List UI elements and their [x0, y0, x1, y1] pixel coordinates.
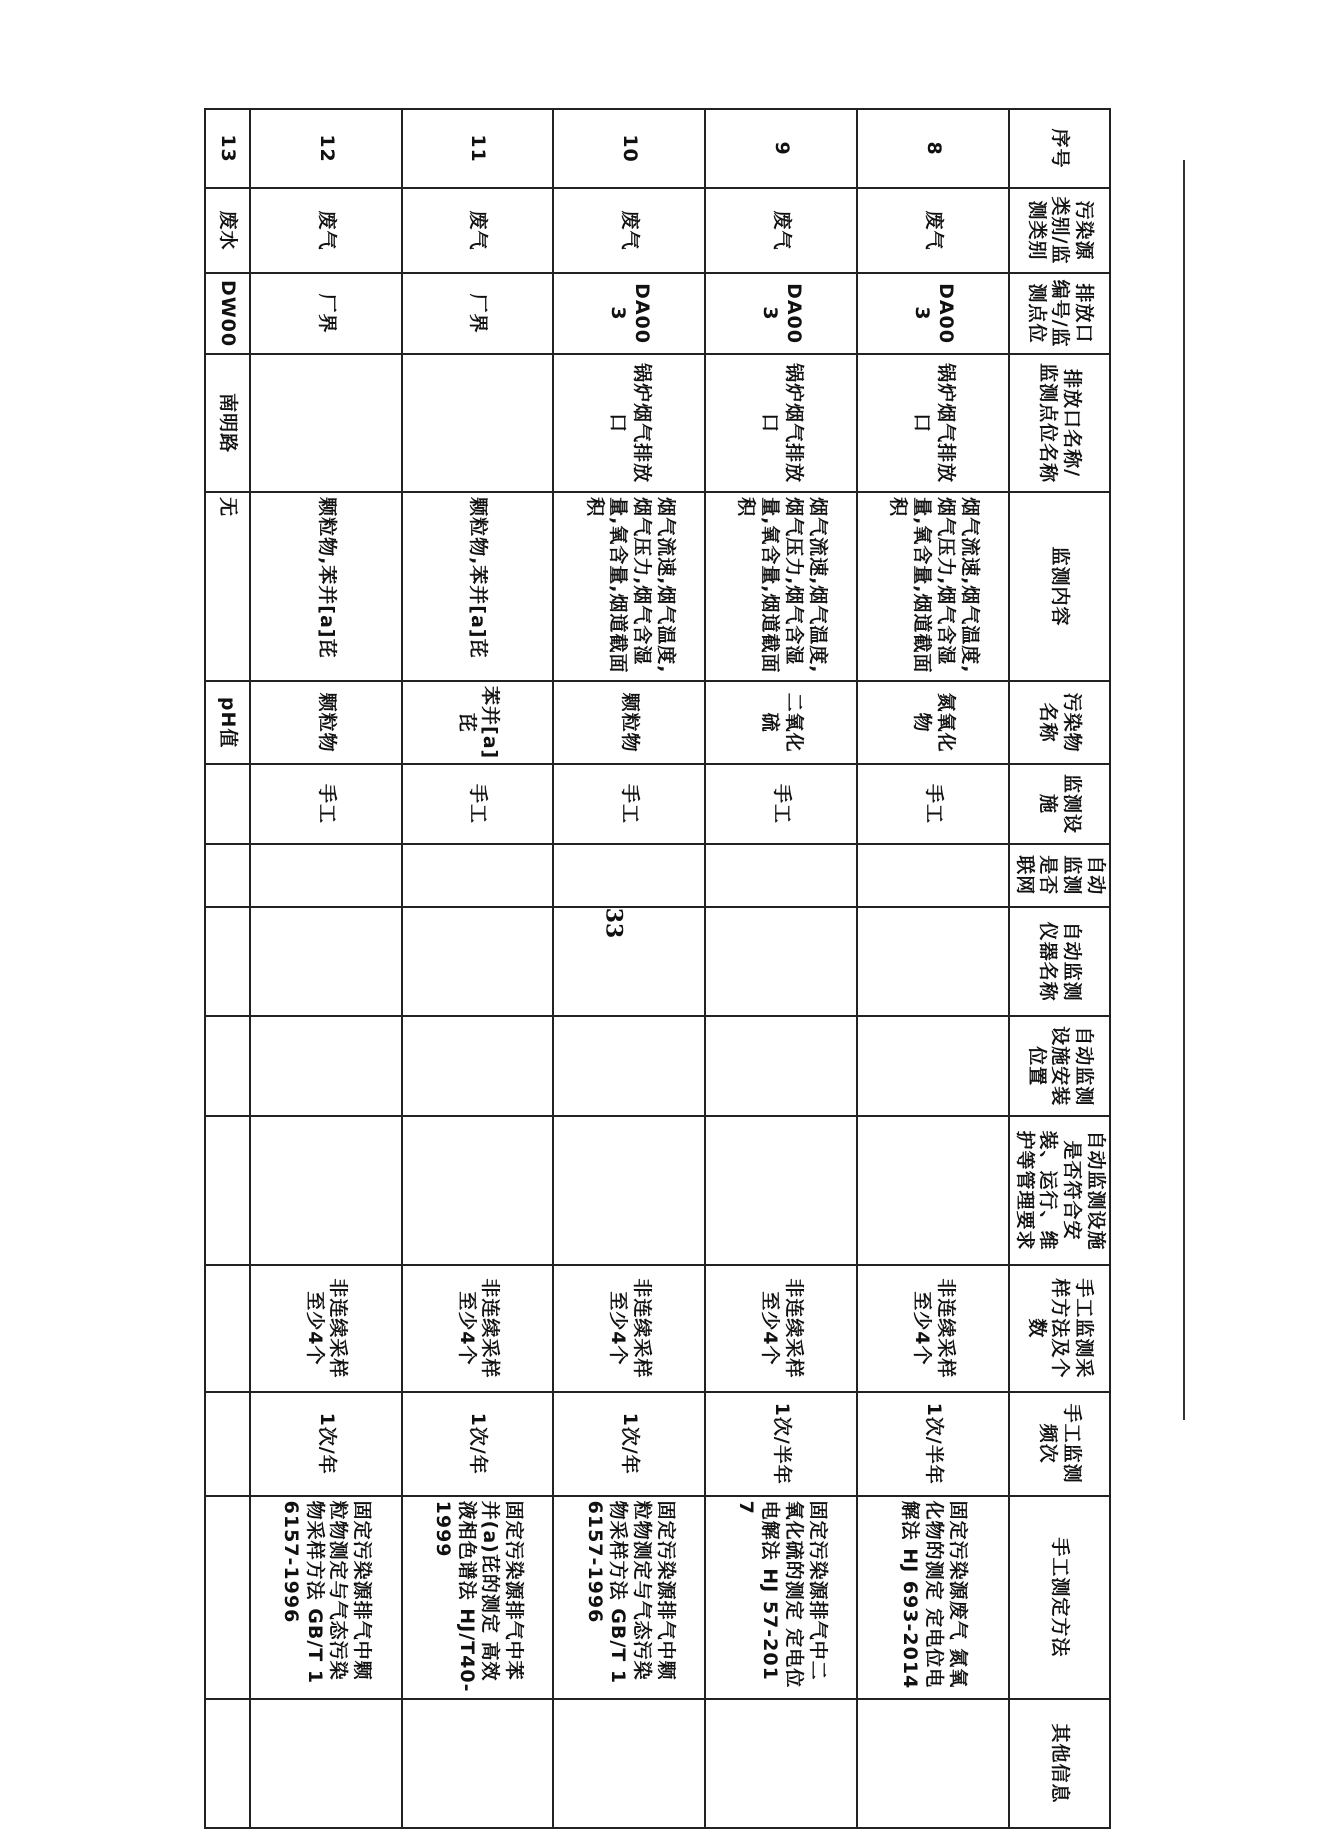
- table-row: [250, 109, 402, 1828]
- cell-facility: 手工: [705, 764, 857, 843]
- cell-sampling: 非连续采样 至少4个: [553, 1265, 705, 1392]
- header-outlet-code: 排放口编号/监测点位: [1009, 273, 1110, 354]
- cell-content: 颗粒物,苯并[a]芘: [250, 492, 402, 681]
- cell-content: 颗粒物,苯并[a]芘: [402, 492, 554, 681]
- cell-pollutant: 苯并[a]芘: [402, 681, 554, 765]
- cell-facility: 手工: [553, 764, 705, 843]
- table-row: [205, 109, 250, 1828]
- cell-other: [705, 1699, 857, 1828]
- cell-install-pos: [402, 1016, 554, 1115]
- header-frequency: 手工监测频次: [1009, 1392, 1110, 1496]
- header-seq: 序号: [1009, 109, 1110, 188]
- cell-networked: [205, 844, 250, 907]
- cell-other: [857, 1699, 1009, 1828]
- cell-other: [250, 1699, 402, 1828]
- cell-source-type: 废气: [857, 188, 1009, 273]
- cell-outlet-code: DA003: [553, 273, 705, 354]
- cell-facility: 手工: [857, 764, 1009, 843]
- cell-other: [205, 1699, 250, 1828]
- cell-pollutant: 氮氧化物: [857, 681, 1009, 765]
- cell-content: 无: [205, 492, 250, 681]
- cell-outlet-code: DA003: [705, 273, 857, 354]
- header-content: 监测内容: [1009, 492, 1110, 681]
- cell-outlet-code: DW00: [205, 273, 250, 354]
- cell-instrument: [250, 907, 402, 1017]
- cell-sampling: [205, 1265, 250, 1392]
- cell-compliance: [205, 1116, 250, 1265]
- cell-content: 烟气流速,烟气温度,烟气压力,烟气含湿量,氧含量,烟道截面积: [553, 492, 705, 681]
- cell-method: 固定污染源排气中二氧化硫的测定 定电位电解法 HJ 57-2017: [705, 1496, 857, 1699]
- cell-outlet-name: [250, 354, 402, 492]
- cell-install-pos: [205, 1016, 250, 1115]
- cell-instrument: [705, 907, 857, 1017]
- header-facility: 监测设施: [1009, 764, 1110, 843]
- header-sampling: 手工监测采样方法及个数: [1009, 1265, 1110, 1392]
- cell-method: 固定污染源废气 氮氧化物的测定 定电位电解法 HJ 693-2014: [857, 1496, 1009, 1699]
- cell-seq: 8: [857, 109, 1009, 188]
- cell-facility: 手工: [402, 764, 554, 843]
- cell-frequency: 1次/年: [402, 1392, 554, 1496]
- cell-compliance: [553, 1116, 705, 1265]
- cell-outlet-name: 锅炉烟气排放口: [705, 354, 857, 492]
- cell-compliance: [250, 1116, 402, 1265]
- cell-networked: [857, 844, 1009, 907]
- cell-instrument: [857, 907, 1009, 1017]
- header-other: 其他信息: [1009, 1699, 1110, 1828]
- cell-frequency: 1次/年: [553, 1392, 705, 1496]
- cell-source-type: 废气: [402, 188, 554, 273]
- cell-source-type: 废水: [205, 188, 250, 273]
- cell-outlet-name: [402, 354, 554, 492]
- cell-frequency: [205, 1392, 250, 1496]
- cell-instrument: [205, 907, 250, 1017]
- cell-frequency: 1次/半年: [857, 1392, 1009, 1496]
- cell-outlet-name: 南明路: [205, 354, 250, 492]
- header-row: [1009, 109, 1110, 1828]
- table-row: [857, 109, 1009, 1828]
- cell-compliance: [857, 1116, 1009, 1265]
- cell-seq: 13: [205, 109, 250, 188]
- cell-instrument: [402, 907, 554, 1017]
- cell-pollutant: pH值: [205, 681, 250, 765]
- cell-method: 固定污染源排气中苯并(a)芘的测定 高效液相色谱法 HJ/T40-1999: [402, 1496, 554, 1699]
- cell-compliance: [705, 1116, 857, 1265]
- cell-outlet-code: 厂界: [402, 273, 554, 354]
- cell-seq: 11: [402, 109, 554, 188]
- header-instrument: 自动监测仪器名称: [1009, 907, 1110, 1017]
- header-method: 手工测定方法: [1009, 1496, 1110, 1699]
- cell-outlet-code: DA003: [857, 273, 1009, 354]
- header-compliance: 自动监测设施是否符合安装、运行、维护等管理要求: [1009, 1116, 1110, 1265]
- cell-install-pos: [857, 1016, 1009, 1115]
- table-row: [402, 109, 554, 1828]
- table-row: [553, 109, 705, 1828]
- cell-content: 烟气流速,烟气温度,烟气压力,烟气含湿量,氧含量,烟道截面积: [705, 492, 857, 681]
- cell-seq: 9: [705, 109, 857, 188]
- cell-content: 烟气流速,烟气温度,烟气压力,烟气含湿量,氧含量,烟道截面积: [857, 492, 1009, 681]
- cell-seq: 10: [553, 109, 705, 188]
- cell-pollutant: 颗粒物: [553, 681, 705, 765]
- table-row: [705, 109, 857, 1828]
- header-install-pos: 自动监测设施安装位置: [1009, 1016, 1110, 1115]
- cell-pollutant: 颗粒物: [250, 681, 402, 765]
- cell-sampling: 非连续采样 至少4个: [402, 1265, 554, 1392]
- cell-frequency: 1次/半年: [705, 1392, 857, 1496]
- cell-method: 固定污染源排气中颗粒物测定与气态污染物采样方法 GB/T 16157-1996: [553, 1496, 705, 1699]
- cell-networked: [705, 844, 857, 907]
- cell-facility: 手工: [250, 764, 402, 843]
- cell-networked: [553, 844, 705, 907]
- cell-outlet-code: 厂界: [250, 273, 402, 354]
- cell-install-pos: [553, 1016, 705, 1115]
- header-pollutant: 污染物名称: [1009, 681, 1110, 765]
- header-source-type: 污染源类别/监测类别: [1009, 188, 1110, 273]
- header-outlet-name: 排放口名称/监测点位名称: [1009, 354, 1110, 492]
- cell-networked: [402, 844, 554, 907]
- cell-networked: [250, 844, 402, 907]
- cell-compliance: [402, 1116, 554, 1265]
- cell-source-type: 废气: [250, 188, 402, 273]
- page-number: 33: [600, 907, 627, 939]
- cell-pollutant: 二氧化硫: [705, 681, 857, 765]
- cell-facility: [205, 764, 250, 843]
- cell-seq: 12: [250, 109, 402, 188]
- cell-method: 固定污染源排气中颗粒物测定与气态污染物采样方法 GB/T 16157-1996: [250, 1496, 402, 1699]
- top-rule: [1183, 160, 1185, 1420]
- cell-other: [553, 1699, 705, 1828]
- cell-frequency: 1次/年: [250, 1392, 402, 1496]
- cell-install-pos: [705, 1016, 857, 1115]
- monitoring-table: [204, 108, 1111, 1829]
- cell-sampling: 非连续采样 至少4个: [250, 1265, 402, 1392]
- cell-outlet-name: 锅炉烟气排放口: [857, 354, 1009, 492]
- cell-source-type: 废气: [705, 188, 857, 273]
- header-networked: 自动监测是否联网: [1009, 844, 1110, 907]
- cell-other: [402, 1699, 554, 1828]
- monitoring-table-rotated: [204, 108, 1111, 1829]
- cell-install-pos: [250, 1016, 402, 1115]
- cell-sampling: 非连续采样 至少4个: [857, 1265, 1009, 1392]
- cell-instrument: [553, 907, 705, 1017]
- cell-method: [205, 1496, 250, 1699]
- cell-outlet-name: 锅炉烟气排放口: [553, 354, 705, 492]
- cell-sampling: 非连续采样 至少4个: [705, 1265, 857, 1392]
- cell-source-type: 废气: [553, 188, 705, 273]
